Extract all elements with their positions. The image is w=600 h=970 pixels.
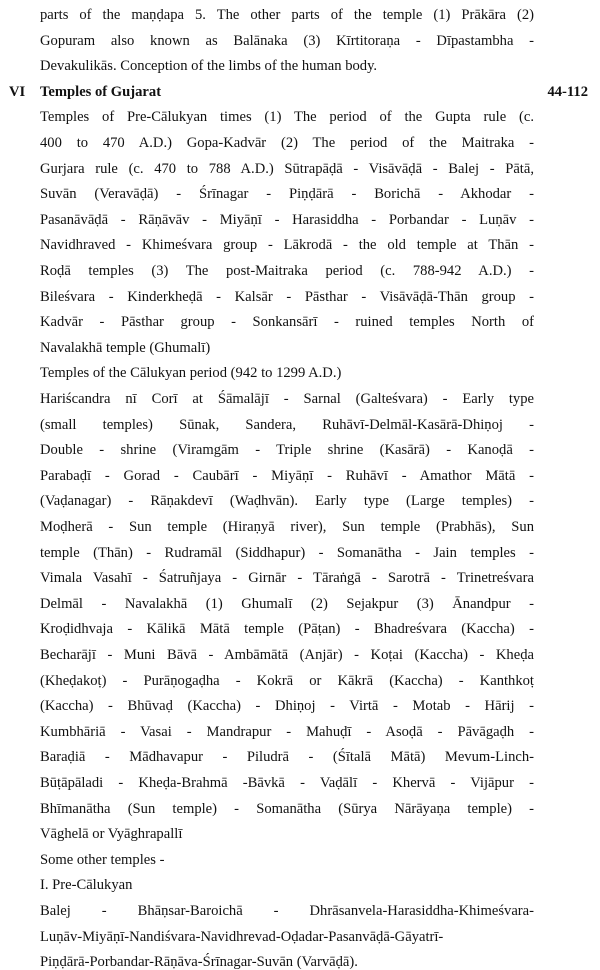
chapter-pages: 44-112 [547,83,588,100]
chapter-title: Temples of Gujarat [40,83,162,100]
section1-line-4: Suvān (Veravāḍā) - Śrīnagar - Piṇḍārā - Borichā - Akhodar - [40,186,534,203]
section2-line-18: Vāghelā or Vyāghrapallī [40,826,183,843]
section2-line-4: Parabaḍī - Gorad - Caubārī - Miyāṇī - Ruhāvī - Amathor Mātā - [40,467,534,484]
section1-line-7: Roḍā temples (3) The post-Maitraka period (c. 788-942 A.D.) - [40,263,534,279]
section2-line-9: Delmāl - Navalakhā (1) Ghumalī (2) Sejakpur (3) Ānandpur - [40,595,534,612]
section2-line-16: Būṭāpāladi - Kheḍa-Brahmā -Bāvkā - Vaḍālī - Khervā - Vijāpur - [40,775,534,791]
section2-line-13: (Kaccha) - Bhūvaḍ (Kaccha) - Dhiṇoj - Virtā - Motab - Hārij - [40,698,534,715]
section2-line-1: Hariścandra nī Corī at Śāmalājī - Sarnal (Galteśvara) - Early type [40,391,534,407]
section2-line-2: (small temples) Sūnak, Sandera, Ruhāvī-Delmāl-Kasārā-Dhiṇoj - [40,416,534,433]
section2-line-5: (Vaḍanagar) - Rāṇakdevī (Waḍhvān). Early type (Large temples) - [40,493,534,510]
section1-line-2: 400 to 470 A.D.) Gopa-Kadvār (2) The period of the Maitraka - [40,135,534,151]
section2-line-11: Becharājī - Muni Bāvā - Ambāmātā (Anjār) - Koṭai (Kaccha) - Kheḍa [40,647,534,663]
intro-line-1: parts of the maṇḍapa 5. The other parts of the temple (1) Prākāra (2) [40,7,534,23]
intro-line-2: Gopuram also known as Balānaka (3) Kīrtitoraṇa - Dīpastambha - [40,32,534,49]
section3-line-2: Luṇāv-Miyāṇī-Nandiśvara-Navidhrevad-Oḍadar-Pasanvāḍā-Gāyatrī- [40,928,444,945]
intro-line-3: Devakulikās. Conception of the limbs of the human body. [40,58,378,75]
section1-line-10: Navalakhā temple (Ghumalī) [40,339,211,356]
pre-calukyan-subheading: I. Pre-Cālukyan [40,877,133,894]
section2-line-15: Baraḍiā - Mādhavapur - Piludrā - (Śītalā Mātā) Mevum-Linch- [40,749,534,766]
section1-line-8: Bileśvara - Kinderkheḍā - Kalsār - Pāsthar - Visāvāḍā-Thān group - [40,288,534,305]
section1-line-6: Navidhraved - Khimeśvara group - Lākrodā - the old temple at Thān - [40,237,534,254]
section2-line-3: Double - shrine (Viramgām - Triple shrine (Kasārā) - Kanoḍā - [40,442,534,459]
other-temples-heading: Some other temples - [40,851,165,868]
section2-line-17: Bhīmanātha (Sun temple) - Somanātha (Sūrya Nārāyaṇa temple) - [40,800,534,817]
section2-line-12: (Kheḍakoṭ) - Purāṇogaḍha - Kokrā or Kākrā (Kaccha) - Kanthkoṭ [40,672,534,689]
section1-line-5: Pasanāvāḍā - Rāṇāvāv - Miyāṇī - Harasiddha - Porbandar - Luṇāv - [40,211,534,228]
section2-line-10: Kroḍidhvaja - Kālikā Mātā temple (Pāṭan) - Bhadreśvara (Kaccha) - [40,621,534,638]
section1-line-3: Gurjara rule (c. 470 to 788 A.D.) Sūtrapāḍā - Visāvāḍā - Balej - Pātā, [40,160,534,177]
section3-line-1: Balej - Bhāṇsar-Baroichā - Dhrāsanvela-Harasiddha-Khimeśvara- [40,903,534,919]
section1-line-1: Temples of Pre-Cālukyan times (1) The period of the Gupta rule (c. [40,109,534,126]
section2-heading: Temples of the Cālukyan period (942 to 1299 A.D.) [40,365,342,382]
chapter-number: VI [9,83,26,100]
section2-line-6: Moḍherā - Sun temple (Hiraṇyā river), Sun temple (Prabhās), Sun [40,519,534,535]
section2-line-14: Kumbhāriā - Vasai - Mandrapur - Mahuḍī - Asoḍā - Pāvāgaḍh - [40,723,534,740]
section2-line-7: temple (Thān) - Rudramāl (Siddhapur) - Somanātha - Jain temples - [40,544,534,561]
section2-line-8: Vimala Vasahī - Śatruñjaya - Girnār - Tāraṅgā - Sarotrā - Trinetreśvara [40,570,534,587]
section1-line-9: Kadvār - Pāsthar group - Sonkansārī - ruined temples North of [40,314,534,331]
section3-line-3: Piṇḍārā-Porbandar-Rāṇāva-Śrīnagar-Suvān (Varvāḍā). [40,954,358,970]
